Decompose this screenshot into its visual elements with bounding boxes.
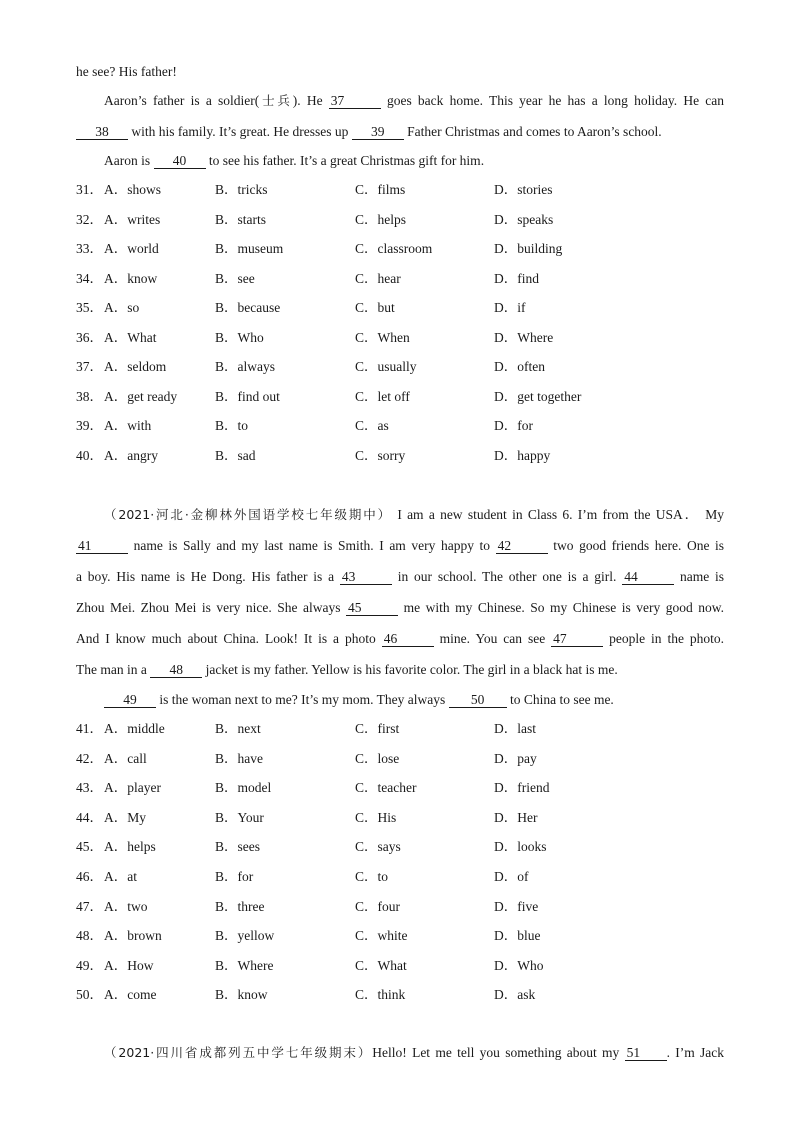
- blank-37[interactable]: 37: [329, 93, 381, 109]
- option-a[interactable]: A．with: [104, 418, 152, 433]
- option-a[interactable]: A．world: [104, 241, 159, 256]
- option-a[interactable]: A．know: [104, 270, 158, 286]
- option-c[interactable]: C．When: [355, 329, 410, 345]
- blank-51[interactable]: 51: [625, 1045, 667, 1061]
- passage-line: [76, 598, 724, 618]
- question-row: [76, 808, 776, 828]
- blank-39[interactable]: 39: [352, 124, 404, 140]
- question-row: [76, 298, 776, 318]
- option-c[interactable]: C．white: [355, 928, 408, 944]
- question-number: 39．: [76, 418, 103, 433]
- question-number: 31．: [76, 182, 103, 197]
- option-a[interactable]: A．What: [104, 329, 157, 345]
- passage-text: ). He: [292, 93, 323, 108]
- option-c[interactable]: C．says: [355, 839, 401, 855]
- option-a[interactable]: A．shows: [104, 182, 162, 197]
- passage-text: he see? His father!: [76, 64, 177, 79]
- option-a[interactable]: A．so: [104, 300, 140, 315]
- question-row: [76, 357, 776, 377]
- question-number: 35．: [76, 300, 103, 315]
- option-b[interactable]: B．for: [215, 869, 254, 884]
- question-row: [76, 897, 776, 917]
- option-d[interactable]: D．happy: [494, 447, 551, 463]
- blank-42[interactable]: 42: [496, 538, 548, 554]
- passage-text: jacket is my father. Yellow is his favorite color. The girl in a black hat is me.: [205, 662, 618, 677]
- blank-40[interactable]: 40: [154, 153, 206, 169]
- question-number: 49．: [76, 957, 103, 973]
- option-d[interactable]: D．of: [494, 869, 529, 884]
- option-c[interactable]: C．but: [355, 300, 395, 315]
- option-d[interactable]: D．Where: [494, 329, 554, 345]
- question-number: 34．: [76, 270, 103, 286]
- question-number: 47．: [76, 898, 103, 914]
- option-c[interactable]: C．four: [355, 898, 400, 914]
- option-a[interactable]: A．angry: [104, 447, 158, 463]
- passage-line: [104, 690, 724, 710]
- question-row: [76, 387, 776, 407]
- option-d[interactable]: D．blue: [494, 928, 541, 944]
- question-number: 37．: [76, 359, 103, 374]
- option-c[interactable]: C．sorry: [355, 447, 406, 463]
- question-number: 50．: [76, 987, 103, 1003]
- source-citation: （2021·河北·金柳林外国语学校七年级期中）: [104, 507, 393, 522]
- question-row: [76, 180, 776, 200]
- option-b[interactable]: B．yellow: [215, 928, 275, 944]
- question-row: [76, 749, 776, 769]
- passage-text: is the woman next to me? It’s my mom. They always: [159, 692, 446, 707]
- option-a[interactable]: A．helps: [104, 839, 156, 855]
- question-number: 42．: [76, 750, 103, 766]
- passage-text: Father Christmas and comes to Aaron’s school.: [407, 124, 662, 139]
- question-number: 38．: [76, 388, 103, 404]
- passage-text: to China to see me.: [509, 692, 614, 707]
- passage-text: in our school. The other one is a girl.: [397, 569, 617, 584]
- option-a[interactable]: A．two: [104, 898, 148, 914]
- blank-41[interactable]: 41: [76, 538, 128, 554]
- option-c[interactable]: C．usually: [355, 359, 417, 374]
- option-b[interactable]: B．starts: [215, 211, 267, 227]
- question-number: 41．: [76, 721, 103, 736]
- passage-text: two good friends here. One is: [553, 538, 725, 553]
- blank-44[interactable]: 44: [622, 569, 674, 585]
- option-b[interactable]: B．next: [215, 721, 261, 736]
- option-d[interactable]: D．five: [494, 898, 539, 914]
- option-c[interactable]: C．helps: [355, 211, 407, 227]
- source-citation: （2021·四川省成都列五中学七年级期末）: [104, 1045, 373, 1060]
- question-row: [76, 328, 776, 348]
- option-d[interactable]: D．ask: [494, 987, 536, 1003]
- passage-line: [104, 1043, 724, 1063]
- option-c[interactable]: C．to: [355, 869, 389, 884]
- question-number: 48．: [76, 928, 103, 944]
- question-number: 33．: [76, 241, 103, 256]
- question-row: [76, 269, 776, 289]
- option-a[interactable]: A．get ready: [104, 388, 178, 404]
- passage-text: And I know much about China. Look! It is a photo: [76, 631, 376, 646]
- option-c[interactable]: C．films: [355, 182, 406, 197]
- option-c[interactable]: C．think: [355, 987, 406, 1003]
- option-a[interactable]: A．at: [104, 869, 137, 884]
- passage-line: [76, 122, 724, 142]
- question-number: 40．: [76, 447, 103, 463]
- passage-text: Hello! Let me tell you something about my: [372, 1045, 620, 1060]
- option-b[interactable]: B．to: [215, 418, 249, 433]
- option-c[interactable]: C．lose: [355, 750, 400, 766]
- passage-text: The man in a: [76, 662, 147, 677]
- option-b[interactable]: B．model: [215, 780, 272, 796]
- option-b[interactable]: B．see: [215, 270, 255, 286]
- question-row: [76, 837, 776, 857]
- chinese-gloss: 士兵: [259, 93, 293, 108]
- option-c[interactable]: C．hear: [355, 270, 401, 286]
- option-b[interactable]: B．have: [215, 750, 263, 766]
- passage-text: me with my Chinese. So my Chinese is very good now.: [403, 600, 725, 615]
- passage-line: [104, 91, 724, 111]
- option-d[interactable]: D．pay: [494, 750, 537, 766]
- option-a[interactable]: A．brown: [104, 928, 162, 944]
- question-number: 36．: [76, 329, 103, 345]
- blank-38[interactable]: 38: [76, 124, 128, 140]
- option-c[interactable]: C．His: [355, 809, 397, 825]
- option-b[interactable]: B．three: [215, 898, 265, 914]
- option-a[interactable]: A．seldom: [104, 359, 167, 374]
- passage-text: Zhou Mei. Zhou Mei is very nice. She always: [76, 600, 341, 615]
- question-number: 32．: [76, 211, 103, 227]
- option-a[interactable]: A．come: [104, 987, 157, 1003]
- option-a[interactable]: A．call: [104, 750, 147, 766]
- option-b[interactable]: B．know: [215, 987, 268, 1003]
- blank-47[interactable]: 47: [551, 631, 603, 647]
- passage-line: [104, 505, 724, 525]
- option-a[interactable]: A．How: [104, 957, 154, 973]
- passage-line: [76, 660, 724, 680]
- option-c[interactable]: C．classroom: [355, 241, 433, 256]
- passage-text: Aaron is: [104, 153, 151, 168]
- option-b[interactable]: B．because: [215, 300, 281, 315]
- option-b[interactable]: B．find out: [215, 388, 280, 404]
- question-row: [76, 926, 776, 946]
- passage-line: [76, 62, 724, 82]
- option-b[interactable]: B．Your: [215, 809, 264, 825]
- question-row: [76, 985, 776, 1005]
- question-row: [76, 416, 776, 436]
- option-d[interactable]: D．building: [494, 241, 563, 256]
- question-number: 43．: [76, 780, 103, 796]
- question-row: [76, 956, 776, 976]
- option-d[interactable]: D．looks: [494, 839, 547, 855]
- option-c[interactable]: C．teacher: [355, 780, 417, 796]
- option-c[interactable]: C．What: [355, 957, 407, 973]
- option-a[interactable]: A．My: [104, 809, 147, 825]
- option-b[interactable]: B．sees: [215, 839, 260, 855]
- passage-line: [104, 151, 724, 171]
- option-d[interactable]: D．get together: [494, 388, 582, 404]
- option-d[interactable]: D．speaks: [494, 211, 554, 227]
- passage-text: I am a new student in Class 6. I’m from the USA． My: [397, 507, 725, 522]
- passage-text: . I’m Jack: [666, 1045, 724, 1060]
- question-number: 44．: [76, 809, 103, 825]
- blank-43[interactable]: 43: [340, 569, 392, 585]
- option-b[interactable]: B．museum: [215, 241, 284, 256]
- option-d[interactable]: D．for: [494, 418, 533, 433]
- option-d[interactable]: D．often: [494, 359, 545, 374]
- option-b[interactable]: B．sad: [215, 447, 256, 463]
- passage-line: [76, 567, 724, 587]
- blank-46[interactable]: 46: [382, 631, 434, 647]
- option-d[interactable]: D．last: [494, 721, 536, 736]
- passage-text: goes back home. This year he has a long holiday. He can: [386, 93, 724, 108]
- blank-45[interactable]: 45: [346, 600, 398, 616]
- option-b[interactable]: B．tricks: [215, 182, 268, 197]
- passage-text: to see his father. It’s a great Christmas gift for him.: [208, 153, 485, 168]
- question-row: [76, 778, 776, 798]
- option-b[interactable]: B．Who: [215, 329, 264, 345]
- option-d[interactable]: D．friend: [494, 780, 550, 796]
- option-d[interactable]: D．stories: [494, 182, 553, 197]
- passage-text: name is Sally and my last name is Smith. I am very happy to: [133, 538, 491, 553]
- option-c[interactable]: C．as: [355, 418, 389, 433]
- option-a[interactable]: A．middle: [104, 721, 165, 736]
- option-b[interactable]: B．Where: [215, 957, 274, 973]
- question-row: [76, 719, 776, 739]
- passage-text: a boy. His name is He Dong. His father is a: [76, 569, 335, 584]
- option-d[interactable]: D．if: [494, 300, 526, 315]
- option-d[interactable]: D．Her: [494, 809, 538, 825]
- question-row: [76, 446, 776, 466]
- question-row: [76, 239, 776, 259]
- question-row: [76, 867, 776, 887]
- passage-text: with his family. It’s great. He dresses up: [131, 124, 349, 139]
- option-a[interactable]: A．writes: [104, 211, 161, 227]
- blank-49[interactable]: 49: [104, 692, 156, 708]
- passage-line: [76, 536, 724, 556]
- blank-50[interactable]: 50: [449, 692, 507, 708]
- passage-text: mine. You can see: [439, 631, 546, 646]
- option-a[interactable]: A．player: [104, 780, 161, 796]
- blank-48[interactable]: 48: [150, 662, 202, 678]
- option-d[interactable]: D．Who: [494, 957, 544, 973]
- passage-text: people in the photo.: [609, 631, 725, 646]
- option-d[interactable]: D．find: [494, 270, 539, 286]
- option-c[interactable]: C．first: [355, 721, 400, 736]
- question-number: 46．: [76, 869, 103, 884]
- passage-text: Aaron’s father is a soldier(: [104, 93, 260, 108]
- passage-text: name is: [680, 569, 725, 584]
- option-c[interactable]: C．let off: [355, 388, 410, 404]
- option-b[interactable]: B．always: [215, 359, 275, 374]
- question-number: 45．: [76, 839, 103, 855]
- question-row: [76, 210, 776, 230]
- passage-line: [76, 629, 724, 649]
